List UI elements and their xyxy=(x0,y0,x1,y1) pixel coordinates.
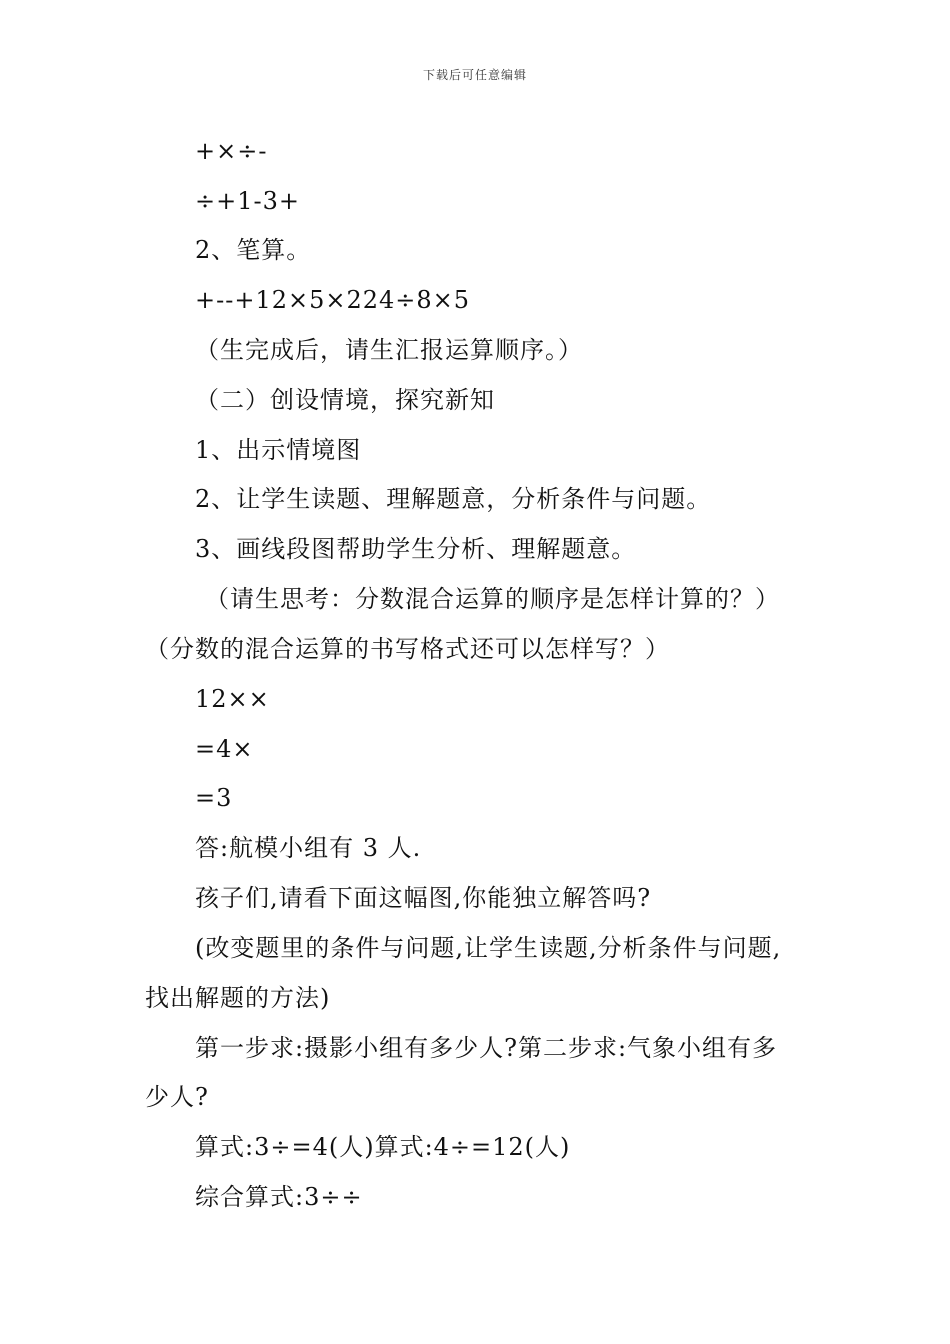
paragraph-line: 1、出示情境图 xyxy=(195,436,362,464)
section-heading: （二）创设情境，探究新知 xyxy=(195,386,495,414)
operator-line: +×÷- xyxy=(195,137,268,165)
page-header: 下载后可任意编辑 xyxy=(422,68,527,82)
answer-line: 答:航模小组有 3 人. xyxy=(195,834,422,862)
operator-line: ÷+1-3+ xyxy=(195,187,300,215)
calculation-line: 12×× xyxy=(195,685,270,713)
paragraph-line: 孩子们,请看下面这幅图,你能独立解答吗? xyxy=(195,884,652,912)
section-heading: 2、笔算。 xyxy=(195,236,312,264)
paragraph-line: （分数的混合运算的书写格式还可以怎样写？） xyxy=(145,635,670,663)
paragraph-line: 第一步求:摄影小组有多少人?第二步求:气象小组有多 xyxy=(195,1034,778,1062)
paragraph-line: 找出解题的方法) xyxy=(145,984,331,1012)
paragraph-line: 2、让学生读题、理解题意，分析条件与问题。 xyxy=(195,485,712,513)
calculation-line: +--+12×5×224÷8×5 xyxy=(195,286,471,314)
paragraph-line: (改变题里的条件与问题,让学生读题,分析条件与问题, xyxy=(195,934,782,962)
paragraph-line: 3、画线段图帮助学生分析、理解题意。 xyxy=(195,535,637,563)
formula-line: 算式:3÷=4(人)算式:4÷=12(人) xyxy=(195,1133,571,1161)
paragraph-line: （生完成后，请生汇报运算顺序。） xyxy=(195,336,583,364)
calculation-line: =3 xyxy=(195,784,233,812)
formula-line: 综合算式:3÷÷ xyxy=(195,1183,363,1211)
calculation-line: =4× xyxy=(195,735,254,763)
paragraph-line: （请生思考：分数混合运算的顺序是怎样计算的？） xyxy=(205,585,780,613)
paragraph-line: 少人? xyxy=(145,1083,209,1111)
